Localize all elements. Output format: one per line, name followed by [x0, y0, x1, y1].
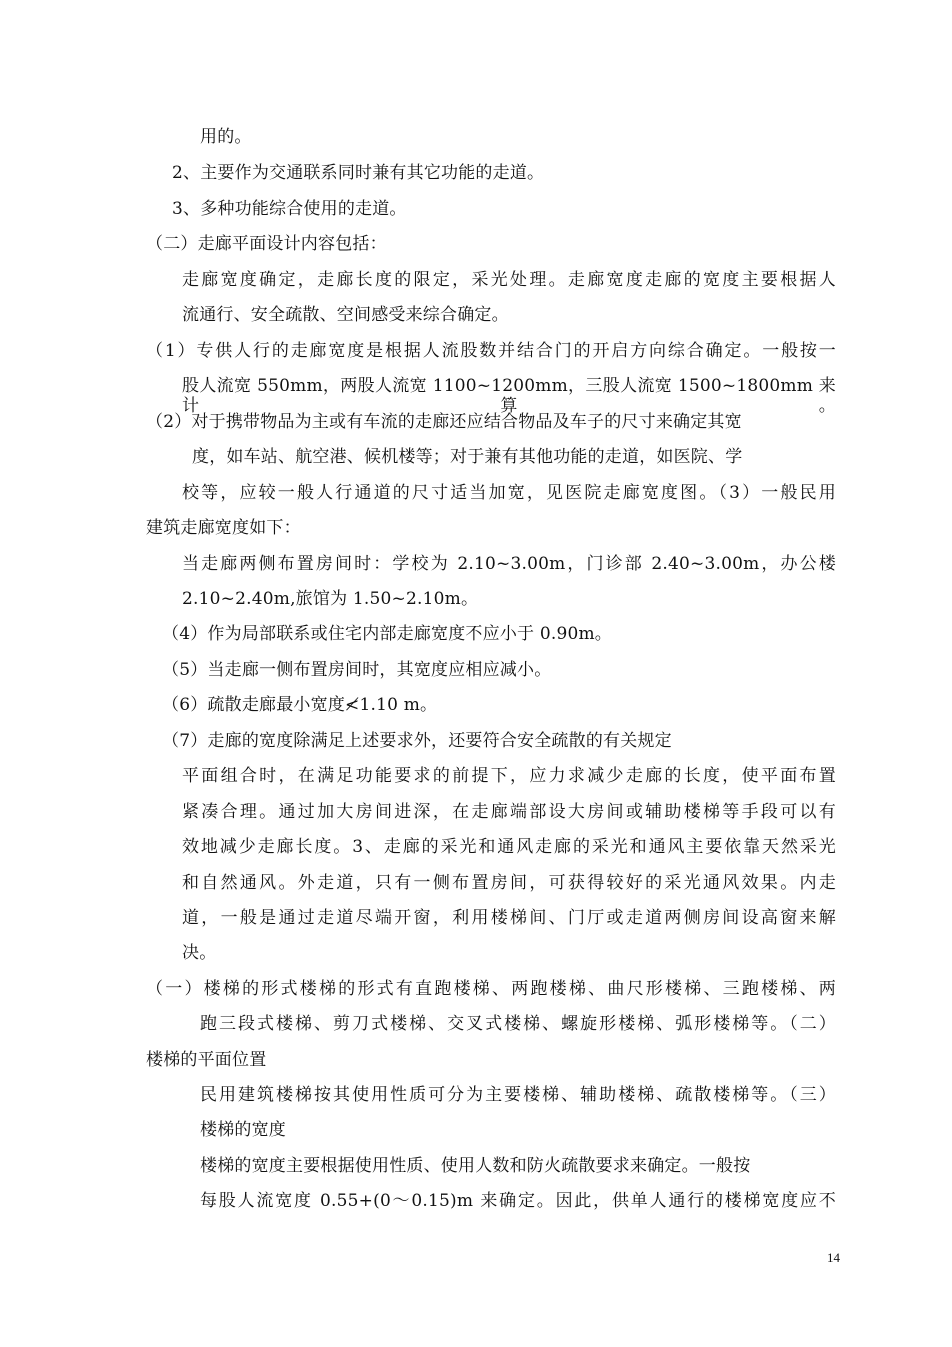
- text-line: 道，一般是通过走道尽端开窗，利用楼梯间、门厅或走道两侧房间设高窗来解: [182, 908, 836, 928]
- text-line: 3、多种功能综合使用的走道。: [172, 199, 407, 219]
- text-line: 跑三段式楼梯、剪刀式楼梯、交叉式楼梯、螺旋形楼梯、弧形楼梯等。（二）: [200, 1014, 836, 1034]
- section-heading: （二）走廊平面设计内容包括：: [146, 234, 387, 254]
- text-line: 楼梯的宽度: [200, 1120, 286, 1140]
- text-line: （2）对于携带物品为主或有车流的走廊还应结合物品及车子的尺寸来确定其宽: [146, 412, 742, 432]
- text-line: 用的。: [200, 127, 252, 147]
- text-line: （一）楼梯的形式楼梯的形式有直跑楼梯、两跑楼梯、曲尺形楼梯、三跑楼梯、两: [146, 979, 836, 999]
- text-line: 紧凑合理。通过加大房间进深，在走廊端部设大房间或辅助楼梯等手段可以有: [182, 802, 836, 822]
- text-line: 民用建筑楼梯按其使用性质可分为主要楼梯、辅助楼梯、疏散楼梯等。（三）: [200, 1085, 836, 1105]
- text-line: 楼梯的平面位置: [146, 1050, 267, 1070]
- text-line: 建筑走廊宽度如下：: [146, 518, 301, 538]
- text-line: （4）作为局部联系或住宅内部走廊宽度不应小于 0.90m。: [162, 624, 612, 644]
- text-line: 2.10~2.40m,旅馆为 1.50~2.10m。: [182, 589, 479, 609]
- text-line: 每股人流宽度 0.55+(0～0.15)m 来确定。因此，供单人通行的楼梯宽度应不: [200, 1191, 836, 1211]
- text-line: 2、主要作为交通联系同时兼有其它功能的走道。: [172, 163, 545, 183]
- text-line: 流通行、安全疏散、空间感受来综合确定。: [182, 305, 509, 325]
- text-line: 决。: [182, 943, 217, 963]
- text-line: 和自然通风。外走道，只有一侧布置房间，可获得较好的采光通风效果。内走: [182, 873, 836, 893]
- text-line: （6）疏散走廊最小宽度≮1.10 m。: [162, 695, 438, 715]
- page-number: 14: [827, 1250, 840, 1265]
- text-line: （5）当走廊一侧布置房间时，其宽度应相应减小。: [162, 660, 552, 680]
- text-line: （7）走廊的宽度除满足上述要求外，还要符合安全疏散的有关规定: [162, 731, 672, 751]
- text-line: 效地减少走廊长度。3、走廊的采光和通风走廊的采光和通风主要依靠天然采光: [182, 837, 836, 857]
- text-line: 当走廊两侧布置房间时：学校为 2.10~3.00m，门诊部 2.40~3.00m，办公楼: [182, 554, 836, 574]
- text-line: 度，如车站、航空港、候机楼等；对于兼有其他功能的走道，如医院、学: [192, 447, 743, 467]
- text-line: 楼梯的宽度主要根据使用性质、使用人数和防火疏散要求来确定。一般按: [200, 1156, 751, 1176]
- text-line: 校等，应较一般人行通道的尺寸适当加宽，见医院走廊宽度图。（3）一般民用: [182, 483, 836, 503]
- text-line: 平面组合时，在满足功能要求的前提下，应力求减少走廊的长度，使平面布置: [182, 766, 836, 786]
- text-line: （1）专供人行的走廊宽度是根据人流股数并结合门的开启方向综合确定。一般按一: [146, 341, 836, 361]
- text-line: 走廊宽度确定，走廊长度的限定，采光处理。走廊宽度走廊的宽度主要根据人: [182, 270, 836, 290]
- text-line: 股人流宽 550mm，两股人流宽 1100~1200mm，三股人流宽 1500~1800mm 来计算。: [182, 376, 836, 416]
